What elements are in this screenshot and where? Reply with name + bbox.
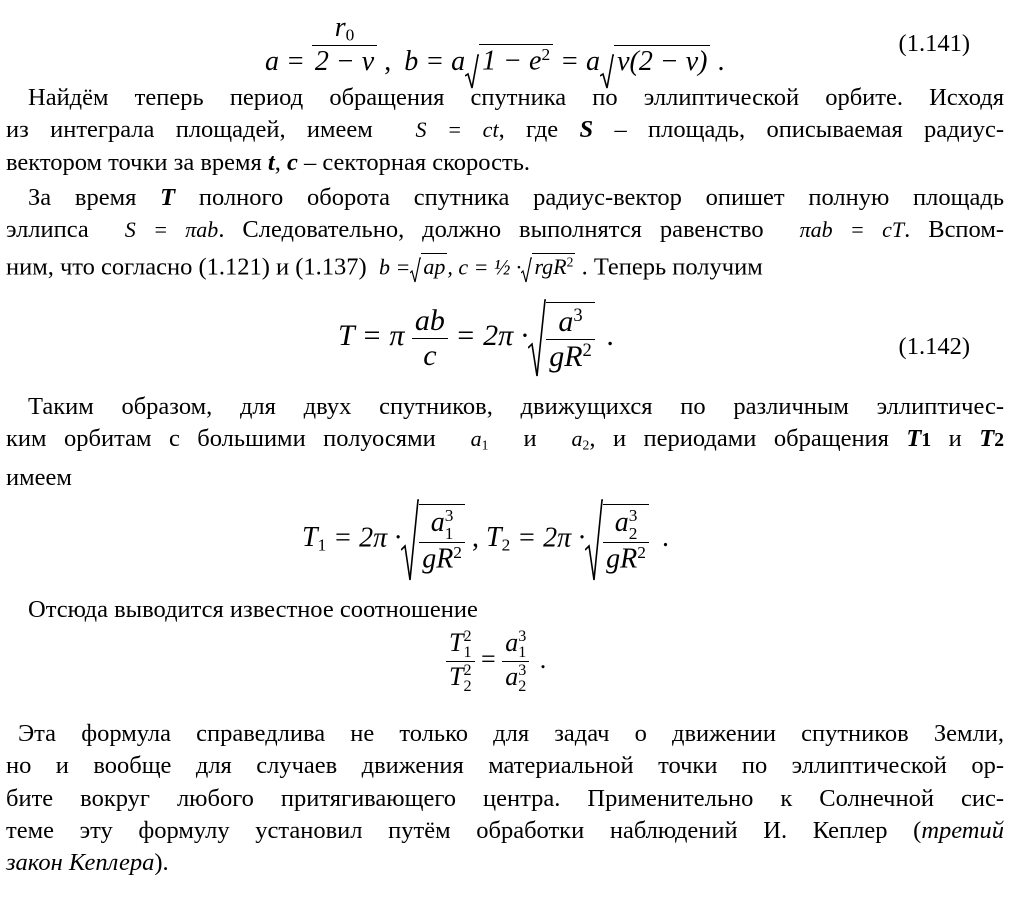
para2-line-1: За время T полного оборота спутника радиус-вектор опишет полную площадь [28, 184, 1005, 211]
frac-numerator: r [334, 12, 346, 43]
math-a2: $a_2$ [571, 426, 590, 453]
eq2-mid: = 2π · [455, 318, 529, 352]
math-T2: $T_2$ [485, 522, 511, 555]
sqrt-1-minus-e2: $1 - e^2$ [479, 44, 553, 78]
eq-a-second: = a [560, 45, 601, 77]
eq3-mid1: = 2π · [333, 522, 402, 554]
sqrt-sign-icon [585, 498, 603, 582]
bold-S: S [579, 116, 594, 144]
math-ap: ap [423, 254, 446, 280]
frac-denominator: 2 − ν [312, 45, 377, 78]
para1-line-1: Найдём теперь период обращения спутника по эллиптической орбите. Исходя [28, 84, 1004, 111]
para1-line-3: вектором точки за время t, c – секторная скорость. [6, 148, 531, 176]
equation-number-1-141: (1.141) [898, 30, 970, 57]
eq2-lhs: T = π [338, 318, 405, 352]
eq4-equals: = [481, 644, 496, 674]
italic-tretiy: третий [921, 816, 1004, 844]
equation-1-141 [265, 10, 724, 80]
equation-kepler-ratio [446, 628, 546, 695]
sqrt-sign-icon [521, 257, 532, 283]
para5-line-4: теме эту формулу установил путём обработки наблюдений И. Кеплер (третий [6, 816, 1004, 844]
sqrt-sign-icon [401, 498, 419, 582]
math-s-pi-ab: S = πab [124, 217, 219, 243]
math-b-eq: b = [378, 254, 411, 280]
fraction-a1-3-over-gr2: a 3 1 $gR^2$ [419, 504, 465, 575]
sqrt-nu-2-minus-nu: ν(2 − ν) [614, 45, 710, 78]
equation-t1-t2 [302, 498, 669, 582]
math-rgr2: rgR$^2$ [534, 254, 574, 280]
eq-a-lhs: a = [265, 45, 305, 77]
eq4-end: . [539, 644, 547, 674]
para5-line-5: закон Кеплера). [6, 849, 169, 877]
bold-T2: T2 [979, 425, 1005, 453]
eq3-end: . [661, 522, 669, 554]
fraction-a3-over-gr2: $\frac{a^3}{gR^2}$ [546, 302, 595, 374]
math-T1: $T_1$ [302, 522, 327, 555]
italic-zakon-keplera: закон Кеплера [6, 849, 155, 877]
para3-line-2: ким орбитам с большими полуосями $a_1$ и $a_2$, и периодами обращения T1 и T2 [6, 425, 1005, 453]
bold-T1: T1 [906, 425, 932, 453]
math-s-ct: S = ct [415, 117, 499, 143]
eq3-mid2: = 2π · [517, 522, 586, 554]
fraction-ab-over-c: $\frac{ab}{c}$ [412, 304, 448, 373]
fraction-a2-3-over-gr2: a 3 2 $gR^2$ [603, 504, 649, 575]
para3-line-1: Таким образом, для двух спутников, движущихся по различным эллиптичес- [28, 393, 1004, 420]
math-a1: $a_1$ [470, 426, 489, 453]
fraction-T1sq-over-T2sq: T 2 1 T 2 2 [446, 628, 475, 695]
paragraph-5 [6, 718, 1004, 879]
sqrt-sign-icon [410, 257, 421, 283]
para2-line-3: ним, что согласно (1.121) и (1.137) b = ap, c = ½ · rgR$^2$ . Теперь получим [6, 247, 1004, 284]
paragraph-3 [6, 391, 1004, 494]
para5-line-2: но и вообще для случаев движения материальной точки по эллиптической ор- [6, 752, 1004, 780]
para2-line-2: эллипса S = πab. Следовательно, должно выполнятся равенство πab = cT. Вспом- [6, 216, 1004, 244]
fraction-a1cube-over-a2cube: a 3 1 a 3 2 [502, 628, 529, 695]
frac-numerator-sub: 0 [345, 25, 355, 45]
paragraph-2 [6, 182, 1004, 283]
eq2-end: . [606, 318, 614, 352]
eq3-sep: , [471, 522, 479, 554]
eq-b-part: b = a [404, 45, 466, 77]
para5-line-3: бите вокруг любого притягивающего центра. Применительно к Солнечной сис- [6, 784, 1004, 812]
eq-separator: , [384, 45, 392, 77]
equation-1-142 [338, 298, 614, 378]
equation-number-1-142: (1.142) [898, 333, 970, 360]
math-c-eq: , c = ½ · [447, 254, 522, 280]
sqrt-sign-icon [528, 298, 546, 378]
paragraph-4 [6, 594, 1004, 626]
para4-line-1: Отсюда выводится известное соотношение [28, 596, 478, 623]
rad1-sup: 2 [541, 45, 551, 65]
para5-line-1: Эта формула справедлива не только для задач о движении спутников Земли, [18, 720, 1004, 747]
bold-T: T [160, 184, 176, 211]
para1-line-2: из интеграла площадей, имеем S = ct, где S – площадь, описываемая радиус- [6, 116, 1005, 144]
para3-line-3: имеем [6, 464, 72, 491]
paragraph-1 [6, 82, 1004, 179]
math-pi-ab-cT: πab = cT [799, 217, 905, 243]
eq-end-dot: . [717, 45, 725, 77]
fraction-r0-over-2-nu [312, 12, 377, 78]
